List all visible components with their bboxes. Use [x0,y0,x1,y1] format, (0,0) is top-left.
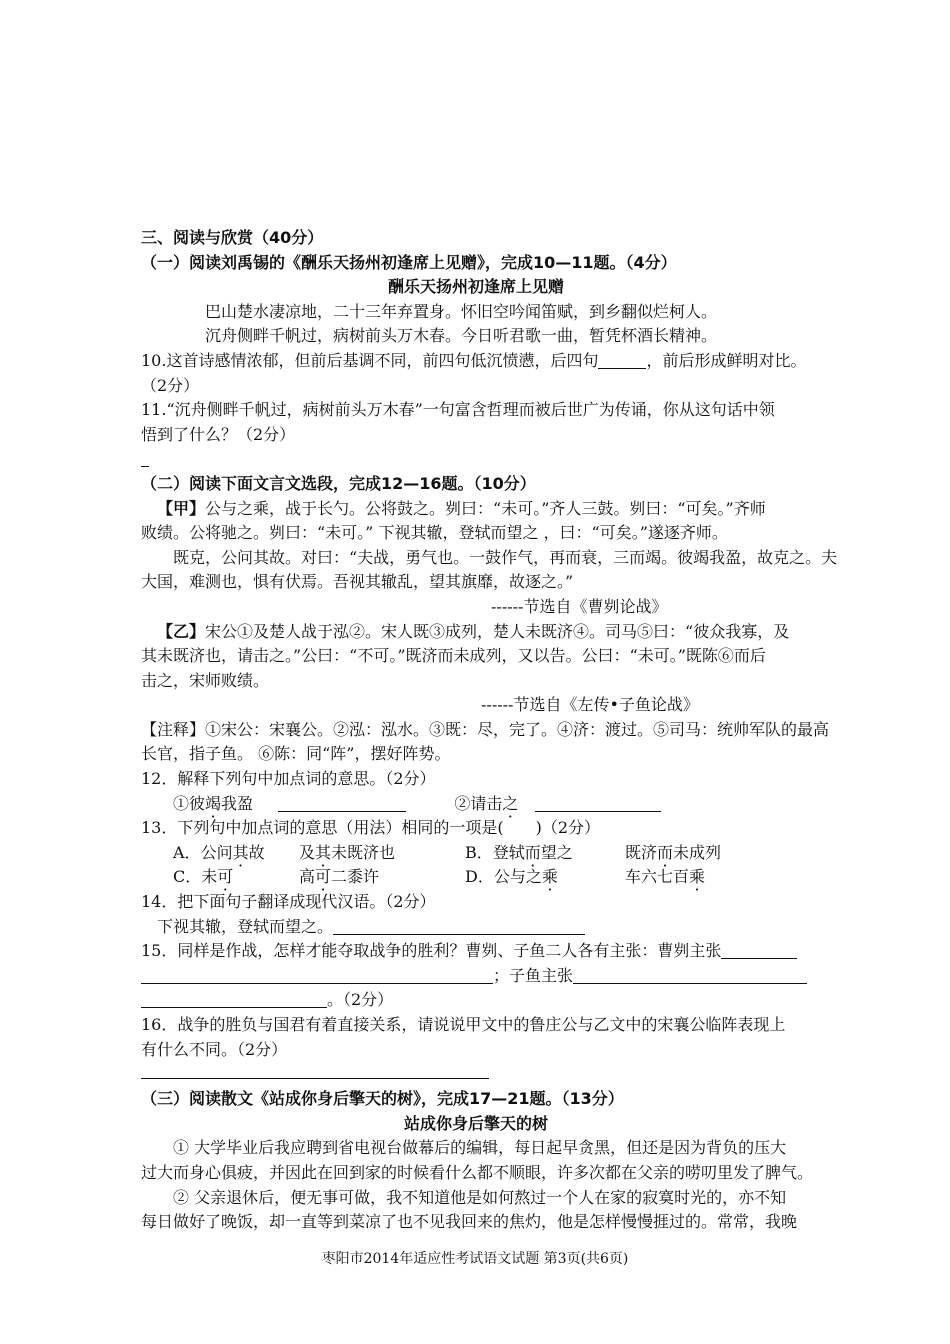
question-14: 14．把下面句子翻译成现代汉语。（2分） [141,892,436,912]
answer-blank[interactable] [333,918,585,935]
answer-blank[interactable] [535,795,661,812]
passage-yi: 击之，宋师败绩。 [141,670,270,690]
question-11: 11.“沉舟侧畔千帆过，病树前头万木春”一句富含哲理而被后世广为传诵，你从这句话中领 [141,400,775,420]
passage-yi: 【乙】宋公①及楚人战于泓②。宋人既③成列，楚人未既济④。司马⑤曰：“彼众我寡，及 [157,621,790,641]
question-15: 。（2分） [141,988,811,1013]
question-10: 10.这首诗感情浓郁，但前后基调不同，前四句低沉愤懑，后四句 ，前后形成鲜明对比。 [141,350,807,370]
section-title: 三、阅读与欣赏（40分） [141,228,324,247]
essay-title: 站成你身后擎天的树 [403,1113,548,1133]
question-16: 16．战争的胜负与国君有着直接关系，请说说甲文中的鲁庄公与乙文中的宋襄公临阵表现上 [141,1015,786,1034]
question-13-row: C．未可 高可二黍许 D．公与之乘 车六七百乘 [141,865,811,890]
answer-blank[interactable] [141,967,493,984]
answer-blank[interactable] [278,795,406,812]
annotation: 【注释】①宋公：宋襄公。②泓：泓水。③既：尽，完了。④济：渡过。⑤司马：统帅军队的最高 [141,719,830,739]
page-footer: 枣阳市2014年适应性考试语文试题 第3页(共6页) [321,1251,629,1267]
exam-page [141,226,838,1235]
essay-paragraph: ② 父亲退休后，便无事可做，我不知道他是如何熬过一个人在家的寂寞时光的，亦不知 [173,1187,787,1207]
passage-jia: 既克，公问其故。对曰：“夫战，勇气也。一鼓作气，再而衰，三而竭。彼竭我盈，故克之。夫 [173,547,838,567]
question-10-score: （2分） [141,375,200,395]
answer-line[interactable] [141,1078,489,1079]
question-13-row: A．公问其故 及其未既济也 B．登轼而望之 既济而未成列 [141,841,811,866]
part3-heading: （三）阅读散文《站成你身后擎天的树》，完成17—21题。（13分） [141,1089,624,1109]
question-15: ；子鱼主张 [141,964,811,989]
source-yi: ------节选自《左传•子鱼论战》 [481,695,699,715]
source-jia: ------节选自《曹刿论战》 [491,596,668,616]
poem-title: 酬乐天扬州初逢席上见赠 [387,277,564,297]
poem-line: 沉舟侧畔千帆过，病树前头万木春。今日听君歌一曲，暂凭杯酒长精神。 [205,326,718,346]
question-16: 有什么不同。（2分） [141,1039,288,1059]
essay-paragraph: ① 大学毕业后我应聘到省电视台做幕后的编辑，每日起早贪黑，但还是因为背负的压大 [173,1138,787,1158]
option-d[interactable]: D．公与之乘 [465,867,558,887]
poem-line: 巴山楚水凄凉地，二十三年弃置身。怀旧空吟闻笛赋，到乡翻似烂柯人。 [205,301,718,321]
passage-jia: 败绩。公将驰之。刿曰：“未可。” 下视其辙，登轼而望之 ，曰：“可矣。”遂逐齐师。 [141,523,728,543]
question-12-items: ①彼竭我盈 ②请击之 [141,792,811,817]
option-c[interactable]: C．未可 [173,867,234,887]
question-15: 15．同样是作战，怎样才能夺取战争的胜利？曹刿、子鱼二人各有主张：曹刿主张 [141,939,811,964]
question-14-sentence: 下视其辙，登轼而望之。 [141,915,811,940]
question-13: 13．下列句中加点词的意思（用法）相同的一项是( )（2分） [141,818,601,838]
passage-jia: 【甲】公与之乘，战于长勺。公将鼓之。刿曰：“未可。”齐人三鼓。刿曰：“可矣。”齐师 [157,498,766,518]
part2-heading: （二）阅读下面文言文选段，完成12—16题。（10分） [141,473,536,493]
question-12: 12．解释下列句中加点词的意思。（2分） [141,769,436,789]
passage-yi: 其未既济也，请击之。”公曰：“不可。”既济而未成列，又以告。公曰：“未可。”既陈⑥而后 [141,646,766,666]
answer-blank[interactable] [598,352,646,369]
essay-paragraph: 每日做好了晚饭，却一直等到菜凉了也不见我回来的焦灼，他是怎样慢慢捱过的。常常，我晚 [141,1212,798,1232]
option-b[interactable]: B．登轼而望之 [465,842,573,862]
option-a[interactable]: A．公问其故 [173,842,265,862]
answer-area[interactable] [141,447,811,472]
passage-jia: 大国，难测也，惧有伏焉。吾视其辙乱，望其旗靡，故逐之。” [141,572,574,592]
question-11: 悟到了什么？（2分） [141,424,296,444]
annotation: 长官，指子鱼。 ⑥陈：同“阵”，摆好阵势。 [141,744,451,764]
answer-blank[interactable] [721,942,797,959]
answer-blank[interactable] [573,967,807,984]
answer-blank[interactable] [141,991,327,1008]
part1-heading: （一）阅读刘禹锡的《酬乐天扬州初逢席上见赠》，完成10—11题。（4分） [141,252,677,272]
essay-paragraph: 过大而身心俱疲，并因此在回到家的时候看什么都不顺眼，许多次都在父亲的唠叨里发了脾气。 [141,1162,814,1182]
